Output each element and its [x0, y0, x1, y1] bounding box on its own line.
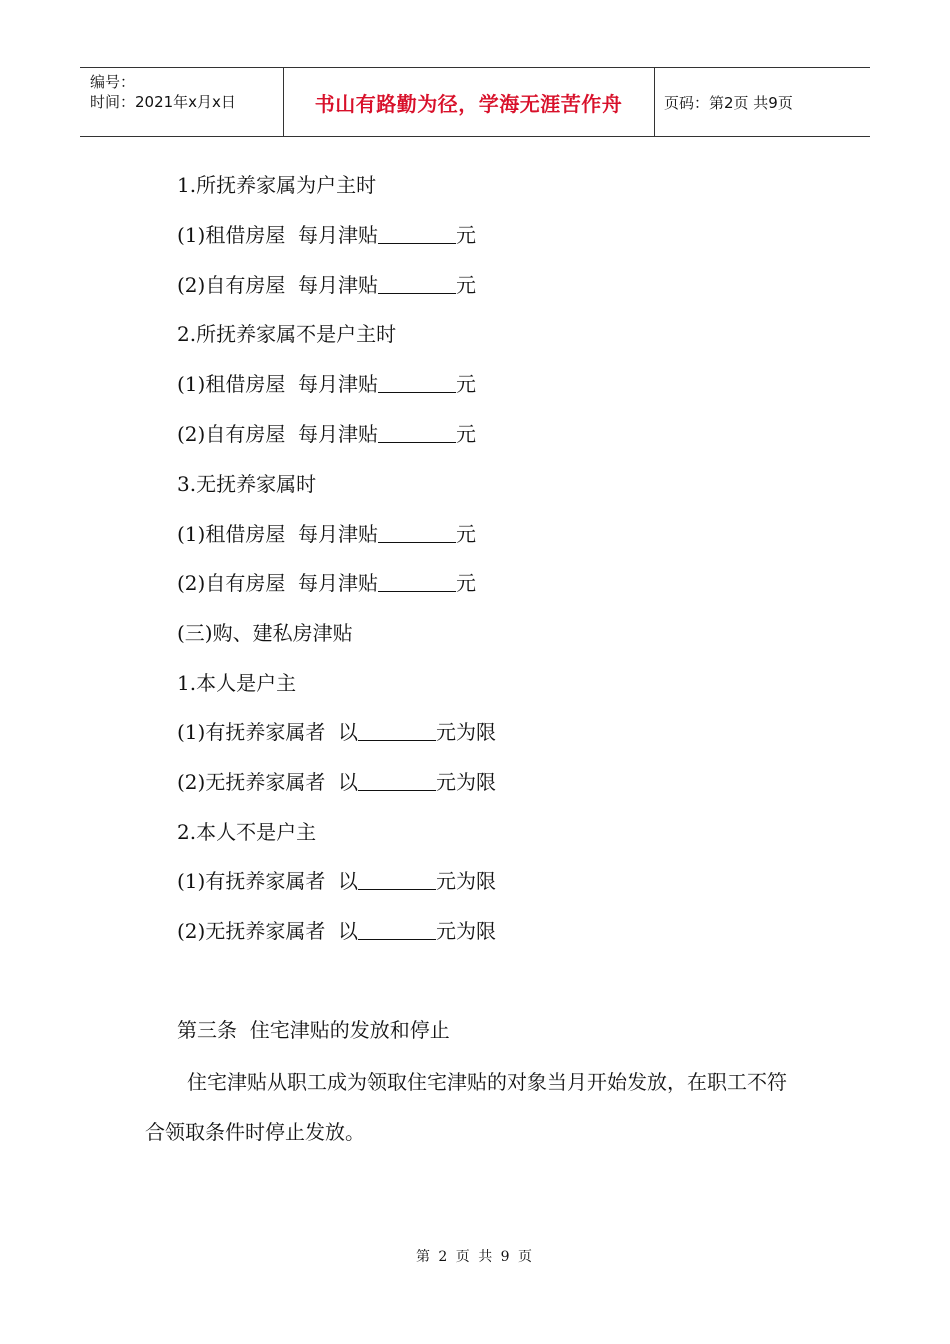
line-text: 1.所抚养家属为户主时 [177, 173, 377, 197]
header-time-label: 时间：2021年x月x日 [90, 93, 236, 111]
line-text: (2)自有房屋 每月津贴 [177, 273, 379, 297]
line-text: 2.本人不是户主 [177, 820, 317, 844]
page-footer: 第 2 页 共 9 页 [415, 1249, 535, 1265]
line-text: (2)无抚养家属者 以 [177, 770, 359, 794]
fill-blank[interactable] [378, 522, 456, 543]
body-line [177, 718, 496, 746]
document-header [80, 67, 870, 137]
fill-blank[interactable] [358, 770, 436, 791]
line-suffix: 元为限 [436, 720, 497, 744]
line-suffix: 元 [456, 273, 477, 297]
fill-blank[interactable] [378, 372, 456, 393]
line-text: (1)有抚养家属者 以 [177, 869, 359, 893]
fill-blank[interactable] [358, 919, 436, 940]
line-text: (1)有抚养家属者 以 [177, 720, 359, 744]
article-title: 第三条 住宅津贴的发放和停止 [177, 1018, 450, 1042]
line-text: 1.本人是户主 [177, 671, 297, 695]
line-suffix: 元 [456, 522, 477, 546]
line-text: (三)购、建私房津贴 [177, 621, 353, 645]
line-text: (2)自有房屋 每月津贴 [177, 422, 379, 446]
line-suffix: 元为限 [436, 770, 497, 794]
body-line [177, 420, 476, 448]
fill-blank[interactable] [378, 273, 456, 294]
line-text: (2)无抚养家属者 以 [177, 919, 359, 943]
body-line [177, 320, 396, 348]
body-line [177, 470, 316, 498]
fill-blank[interactable] [358, 720, 436, 741]
header-motto: 书山有路勤为径，学海无涯苦作舟 [314, 91, 623, 116]
line-suffix: 元为限 [436, 919, 497, 943]
header-page-info: 页码：第2页 共9页 [664, 93, 793, 112]
body-line [177, 370, 476, 398]
article-body: 住宅津贴从职工成为领取住宅津贴的对象当月开始发放，在职工不符合领取条件时停止发放。 [145, 1070, 787, 1144]
body-line [177, 818, 316, 846]
body-line [177, 669, 296, 697]
body-line [177, 171, 376, 199]
line-text: (2)自有房屋 每月津贴 [177, 571, 379, 595]
body-line [177, 619, 353, 647]
body-line [177, 768, 496, 796]
line-suffix: 元 [456, 372, 477, 396]
fill-blank[interactable] [378, 571, 456, 592]
body-line [177, 520, 476, 548]
line-suffix: 元 [456, 223, 477, 247]
line-text: 3.无抚养家属时 [177, 472, 317, 496]
line-text: (1)租借房屋 每月津贴 [177, 522, 379, 546]
body-line [177, 271, 476, 299]
line-text: (1)租借房屋 每月津贴 [177, 223, 379, 247]
body-line [177, 569, 476, 597]
line-text: 2.所抚养家属不是户主时 [177, 322, 397, 346]
fill-blank[interactable] [378, 223, 456, 244]
header-meta [90, 72, 280, 112]
header-number-label: 编号： [90, 73, 136, 91]
body-line [177, 917, 496, 945]
body-line [177, 867, 496, 895]
line-suffix: 元为限 [436, 869, 497, 893]
line-text: (1)租借房屋 每月津贴 [177, 372, 379, 396]
fill-blank[interactable] [378, 422, 456, 443]
body-line [177, 221, 476, 249]
header-divider-right [654, 68, 655, 136]
line-suffix: 元 [456, 571, 477, 595]
fill-blank[interactable] [358, 869, 436, 890]
line-suffix: 元 [456, 422, 477, 446]
